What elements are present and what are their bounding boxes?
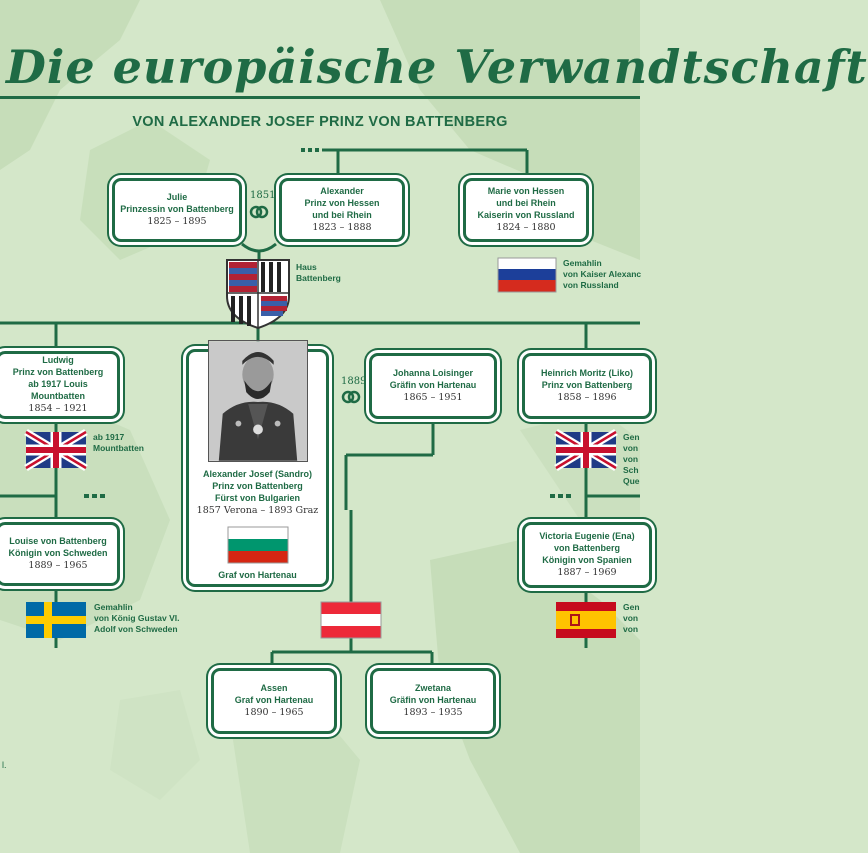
uk-flag-icon xyxy=(556,432,616,468)
person-title: Prinzessin von Battenberg xyxy=(120,204,234,214)
person-title: Königin von Spanien xyxy=(542,555,632,565)
note-sweden: Gemahlin von König Gustav VI. Adolf von Schweden xyxy=(94,602,180,634)
person-title: Gräfin von Hartenau xyxy=(389,380,477,390)
person-extra-title: Graf von Hartenau xyxy=(218,570,297,580)
note-uk-heinrich: Gen von von Sch Que xyxy=(623,432,640,486)
person-title: und bei Rhein xyxy=(312,210,372,220)
person-name: Alexander Josef (Sandro) xyxy=(202,469,313,479)
person-dates: 1890 – 1965 xyxy=(244,707,304,718)
spain-flag-icon xyxy=(556,602,616,638)
person-card-heinrich xyxy=(522,353,652,419)
person-title: Prinz von Hessen xyxy=(304,198,380,208)
person-dates: 1865 – 1951 xyxy=(403,392,463,403)
person-card-marie xyxy=(463,178,589,242)
person-dates: 1857 Verona – 1893 Graz xyxy=(196,505,319,516)
person-title: Gräfin von Hartenau xyxy=(389,695,477,705)
person-dates: 1825 – 1895 xyxy=(147,216,207,227)
uk-flag-icon xyxy=(26,432,86,468)
person-name: Assen xyxy=(260,683,288,693)
wedding-rings-icon xyxy=(248,205,270,219)
austria-flag-icon xyxy=(321,602,381,638)
person-dates: 1889 – 1965 xyxy=(28,560,88,571)
page-subtitle: VON ALEXANDER JOSEF PRINZ VON BATTENBERG xyxy=(132,114,508,130)
person-dates: 1858 – 1896 xyxy=(557,392,617,403)
note-uk-ludwig: ab 1917 Mountbatten xyxy=(93,432,144,453)
person-title: Prinz von Battenberg xyxy=(212,481,303,491)
marriage-year-1851: 1851 xyxy=(250,190,276,201)
person-card-assen xyxy=(211,668,337,734)
person-name: Zwetana xyxy=(414,683,451,693)
person-dates: 1823 – 1888 xyxy=(312,222,372,233)
crest-label: Haus Battenberg xyxy=(296,262,341,283)
marriage-year-1889: 1889 xyxy=(341,376,367,387)
person-title: Prinz von Battenberg xyxy=(541,380,633,390)
person-name: Julie xyxy=(166,192,188,202)
person-title: von Battenberg xyxy=(553,543,620,553)
wedding-rings-icon xyxy=(340,390,362,404)
person-card-ludwig xyxy=(0,351,120,419)
person-title: Graf von Hartenau xyxy=(234,695,314,705)
person-name: Marie von Hessen xyxy=(487,186,565,196)
person-title: Kaiserin von Russland xyxy=(477,210,575,220)
page-title: Die europäische Verwandtschaft xyxy=(6,40,868,94)
person-card-victoria xyxy=(522,522,652,588)
person-dates: 1854 – 1921 xyxy=(28,403,88,414)
bulgaria-flag-icon xyxy=(228,527,288,563)
person-title: Königin von Schweden xyxy=(8,548,108,558)
person-card-alexander xyxy=(279,178,405,242)
note-russia: Gemahlin von Kaiser Alexanc von Russland xyxy=(563,258,642,290)
person-title: Fürst von Bulgarien xyxy=(214,493,300,503)
russia-flag-icon xyxy=(498,258,556,292)
person-name: Louise von Battenberg xyxy=(9,536,107,546)
person-dates: 1893 – 1935 xyxy=(403,707,463,718)
battenberg-crest-icon xyxy=(225,258,291,330)
person-card-johanna xyxy=(369,353,497,419)
person-card-zwetana xyxy=(370,668,496,734)
person-name: Victoria Eugenie (Ena) xyxy=(539,531,635,541)
person-title: Prinz von Battenberg xyxy=(12,367,104,377)
person-dates: 1824 – 1880 xyxy=(496,222,556,233)
person-title: und bei Rhein xyxy=(496,198,556,208)
sweden-flag-icon xyxy=(26,602,86,638)
person-name: Ludwig xyxy=(42,355,74,365)
person-card-julie xyxy=(112,178,242,242)
person-title: ab 1917 Louis Mountbatten xyxy=(28,379,88,401)
person-name: Heinrich Moritz (Liko) xyxy=(541,368,633,378)
person-dates: 1887 – 1969 xyxy=(557,567,617,578)
portrait-photo xyxy=(208,340,308,462)
note-spain: Gen von von xyxy=(623,602,640,634)
person-card-louise xyxy=(0,522,120,586)
margin-text-fragment: l. xyxy=(2,760,7,770)
person-name: Alexander xyxy=(320,186,364,196)
person-name: Johanna Loisinger xyxy=(392,368,473,378)
